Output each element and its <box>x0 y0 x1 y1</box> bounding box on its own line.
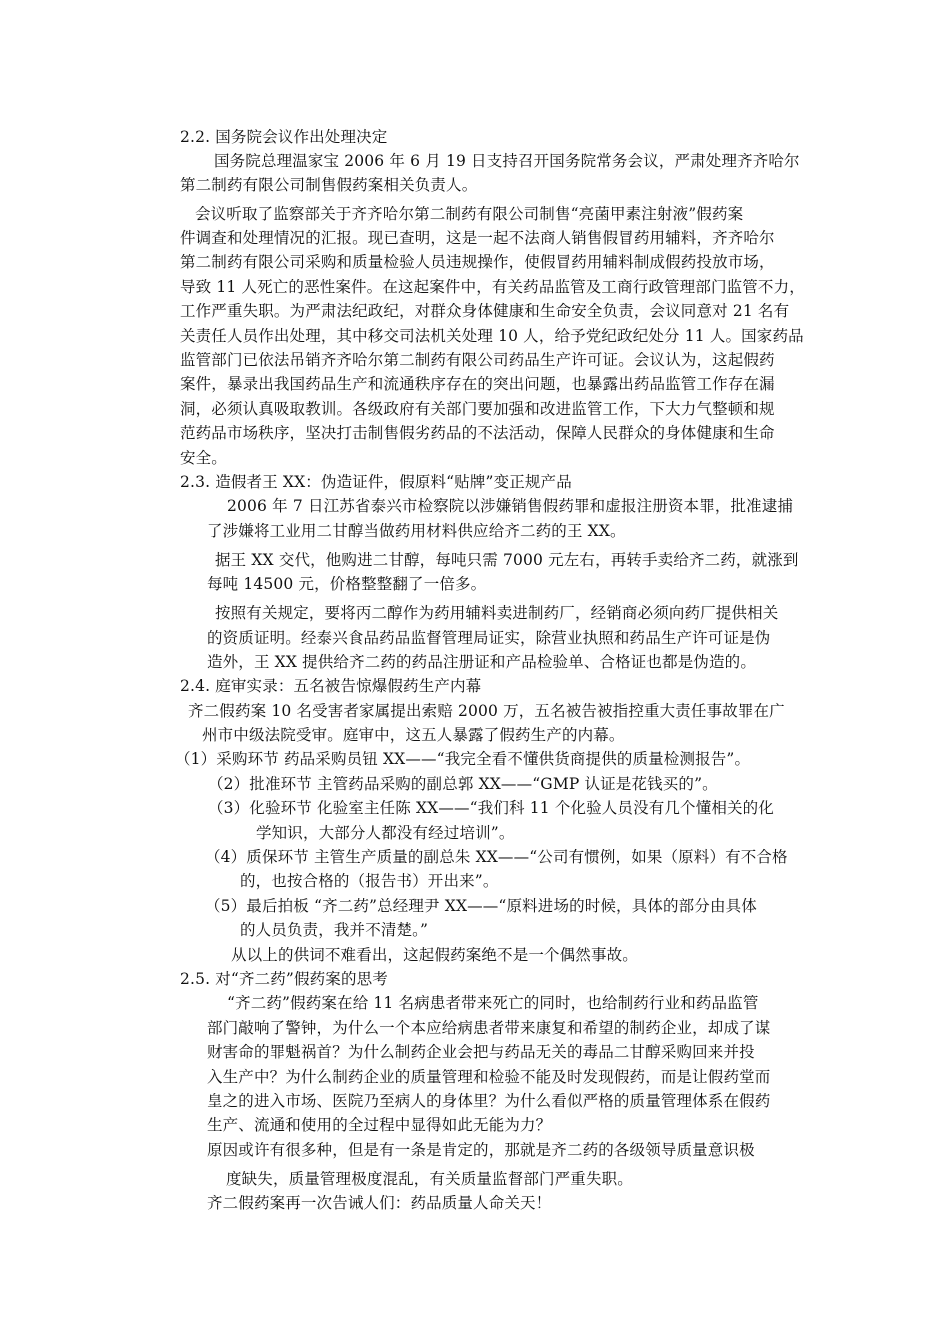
list-item: （5）最后拍板 “齐二药”总经理尹 XX——“原料进场的时候，具体的部分由具体 <box>205 897 757 915</box>
paragraph-line: 入生产中？为什么制药企业的质量管理和检验不能及时发现假药，而是让假药堂而 <box>207 1068 771 1086</box>
paragraph-line: 2006 年 7 日江苏省泰兴市检察院以涉嫌销售假药罪和虚报注册资本罪，批准逮捕 <box>227 497 794 515</box>
paragraph-line: 度缺失，质量管理极度混乱，有关质量监督部门严重失职。 <box>226 1170 633 1188</box>
list-item: （4）质保环节 主管生产质量的副总朱 XX——“公司有惯例，如果（原料）有不合格 <box>205 848 788 866</box>
paragraph-line: 齐二假药案再一次告诫人们：药品质量人命关天！ <box>207 1194 552 1212</box>
paragraph-line: 关责任人员作出处理，其中移交司法机关处理 10 人，给予党纪政纪处分 11 人。国家药品 <box>180 327 804 345</box>
paragraph-line: 原因或许有很多种，但是有一条是肯定的，那就是齐二药的各级领导质量意识极 <box>207 1141 755 1159</box>
paragraph-line: 监管部门已依法吊销齐齐哈尔第二制药有限公司药品生产许可证。会议认为，这起假药 <box>180 351 775 369</box>
list-item-continuation: 的人员负责，我并不清楚。” <box>240 921 429 939</box>
paragraph-line: 案件，暴录出我国药品生产和流通秩序存在的突出问题，也暴露出药品监管工作存在漏 <box>180 375 775 393</box>
section-heading: 2.2. 国务院会议作出处理决定 <box>180 128 388 146</box>
paragraph-line: 按照有关规定，要将丙二醇作为药用辅料卖进制药厂，经销商必须向药厂提供相关 <box>215 604 779 622</box>
paragraph-line: 会议听取了监察部关于齐齐哈尔第二制药有限公司制售“亮菌甲素注射液”假药案 <box>195 205 744 223</box>
paragraph-line: 皇之的进入市场、医院乃至病人的身体里？为什么看似严格的质量管理体系在假药 <box>207 1092 771 1110</box>
section-heading: 2.3. 造假者王 XX：伪造证件，假原料“贴牌”变正规产品 <box>180 473 572 491</box>
paragraph-line: 的资质证明。经泰兴食品药品监督管理局证实，除营业执照和药品生产许可证是伪 <box>207 629 771 647</box>
paragraph-line: 国务院总理温家宝 2006 年 6 月 19 日支持召开国务院常务会议，严肃处理齐齐哈尔 <box>214 152 800 170</box>
paragraph-line: 工作严重失职。为严肃法纪政纪，对群众身体健康和生命安全负责，会议同意对 21 名有 <box>180 302 790 320</box>
paragraph-line: 州市中级法院受审。庭审中，这五人暴露了假药生产的内幕。 <box>202 726 625 744</box>
section-heading: 2.5. 对“齐二药”假药案的思考 <box>180 970 388 988</box>
paragraph-line: 件调查和处理情况的汇报。现已查明，这是一起不法商人销售假冒药用辅料，齐齐哈尔 <box>180 229 775 247</box>
list-item: （2）批准环节 主管药品采购的副总郭 XX——“GMP 认证是花钱买的”。 <box>208 775 718 793</box>
paragraph-line: 导致 11 人死亡的恶性案件。在这起案件中，有关药品监管及工商行政管理部门监管不力， <box>180 278 805 296</box>
paragraph-line: 齐二假药案 10 名受害者家属提出索赔 2000 万，五名被告被指控重大责任事故罪在广 <box>188 702 785 720</box>
list-item: （1）采购环节 药品采购员钮 XX——“我完全看不懂供货商提供的质量检测报告”。 <box>175 750 751 768</box>
section-heading: 2.4. 庭审实录：五名被告惊爆假药生产内幕 <box>180 677 482 695</box>
paragraph-line: “齐二药”假药案在给 11 名病患者带来死亡的同时，也给制药行业和药品监管 <box>227 994 759 1012</box>
paragraph-line: 财害命的罪魁祸首？为什么制药企业会把与药品无关的毒品二甘醇采购回来并投 <box>207 1043 755 1061</box>
paragraph-line: 生产、流通和使用的全过程中显得如此无能为力？ <box>207 1116 552 1134</box>
paragraph-line: 据王 XX 交代，他购进二甘醇，每吨只需 7000 元左右，再转手卖给齐二药，就涨到 <box>215 551 799 569</box>
paragraph-line: 从以上的供词不难看出，这起假药案绝不是一个偶然事故。 <box>231 946 638 964</box>
paragraph-line: 安全。 <box>180 449 227 467</box>
paragraph-line: 第二制药有限公司制售假药案相关负责人。 <box>180 176 478 194</box>
paragraph-line: 造外，王 XX 提供给齐二药的药品注册证和产品检验单、合格证也都是伪造的。 <box>207 653 756 671</box>
paragraph-line: 了涉嫌将工业用二甘醇当做药用材料供应给齐二药的王 XX。 <box>207 522 626 540</box>
list-item-continuation: 学知识，大部分人都没有经过培训”。 <box>256 824 515 842</box>
list-item-continuation: 的，也按合格的（报告书）开出来”。 <box>240 872 499 890</box>
paragraph-line: 每吨 14500 元，价格整整翻了一倍多。 <box>207 575 487 593</box>
paragraph-line: 第二制药有限公司采购和质量检验人员违规操作，使假冒药用辅料制成假药投放市场， <box>180 253 775 271</box>
paragraph-line: 范药品市场秩序，坚决打击制售假劣药品的不法活动，保障人民群众的身体健康和生命 <box>180 424 775 442</box>
list-item: （3）化验环节 化验室主任陈 XX——“我们科 11 个化验人员没有几个懂相关的化 <box>208 799 774 817</box>
paragraph-line: 洞，必须认真吸取教训。各级政府有关部门要加强和改进监管工作，下大力气整顿和规 <box>180 400 775 418</box>
paragraph-line: 部门敲响了警钟，为什么一个本应给病患者带来康复和希望的制药企业，却成了谋 <box>207 1019 771 1037</box>
